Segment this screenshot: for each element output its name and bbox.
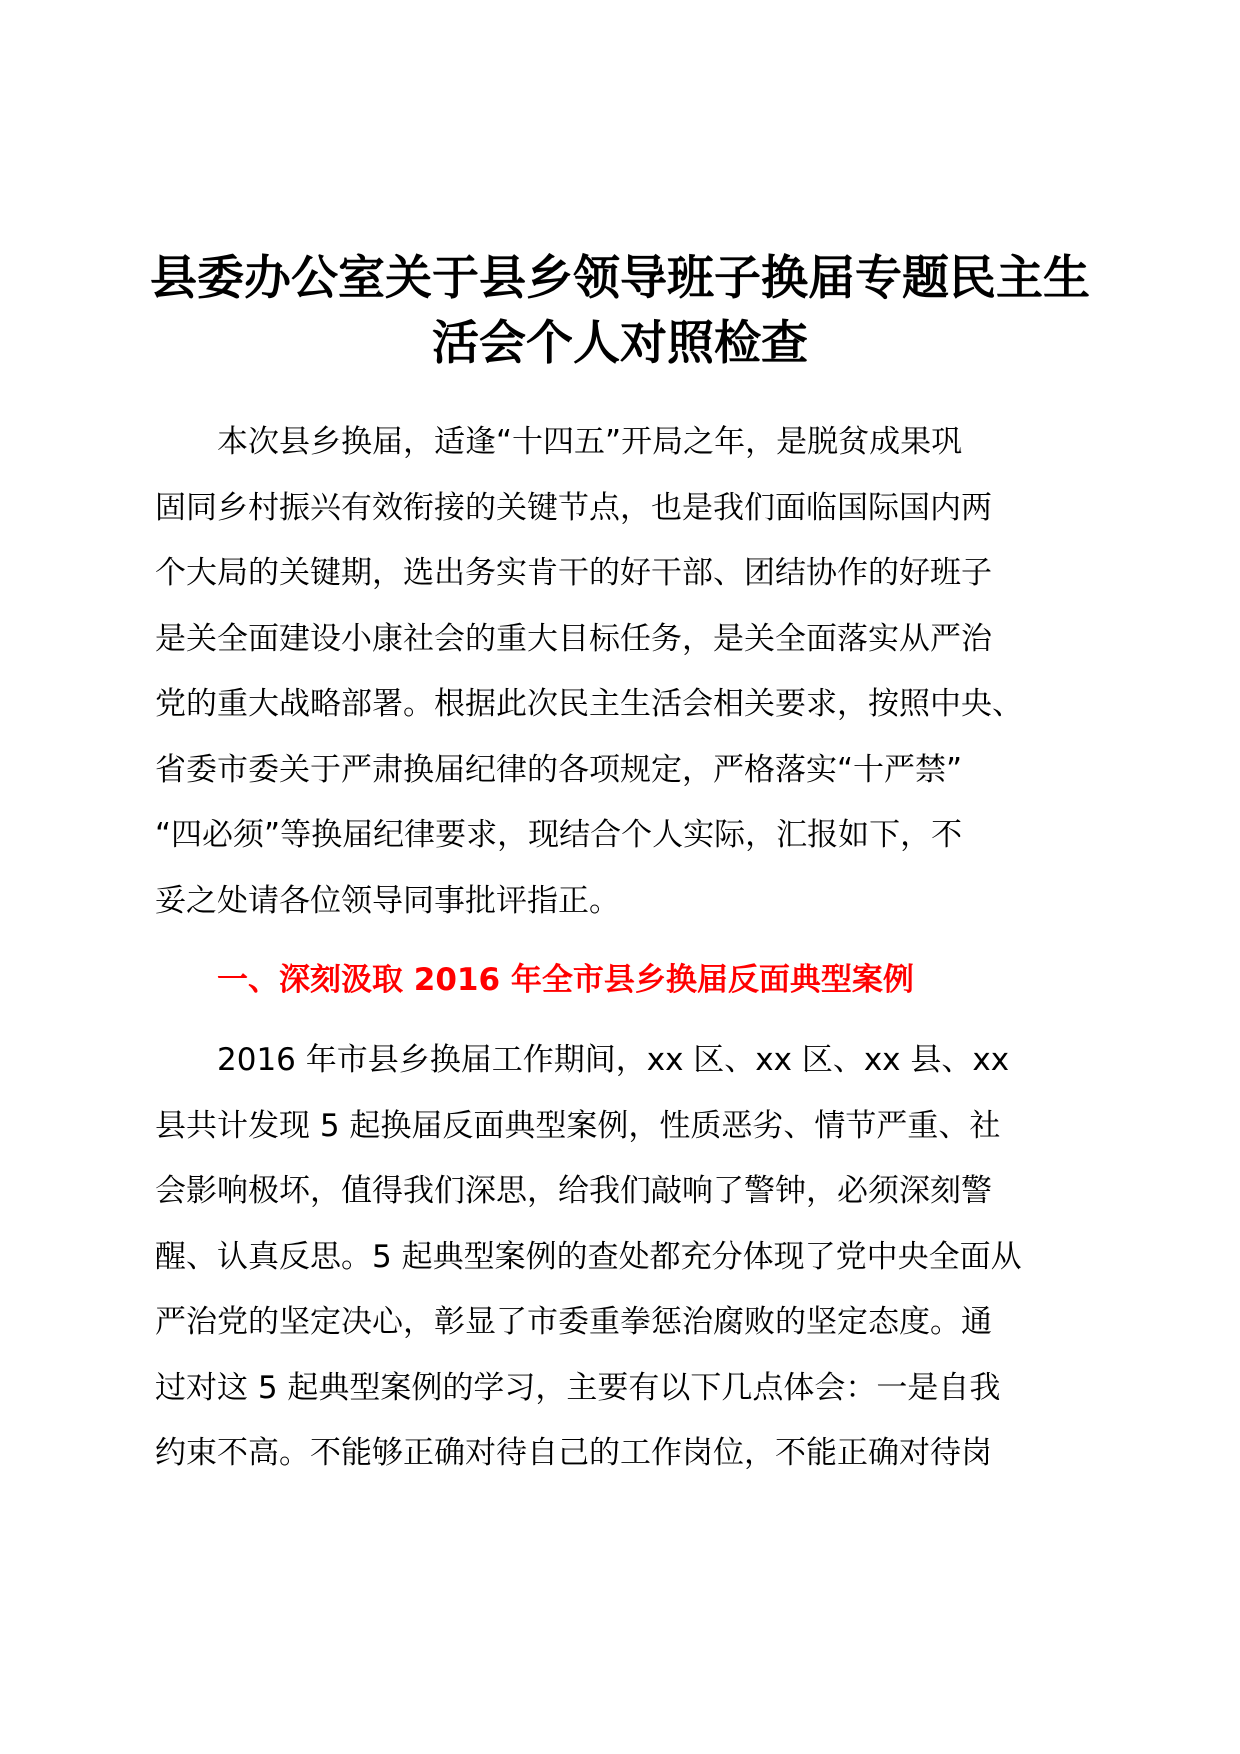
title-line-1: 县委办公室关于县乡领导班子换届专题民主生 (150, 251, 1090, 306)
text-line: 县共计发现 5 起换届反面典型案例，性质恶劣、情节严重、社 (155, 1107, 1001, 1144)
intro-paragraph (155, 410, 1085, 934)
text-line: 本次县乡换届，适逢“十四五”开局之年，是脱贫成果巩 (217, 424, 963, 460)
text-line: 是关全面建设小康社会的重大目标任务，是关全面落实从严治 (155, 620, 992, 657)
text-line: 会影响极坏，值得我们深思，给我们敲响了警钟，必须深刻警 (155, 1173, 992, 1209)
text-line: 省委市委关于严肃换届纪律的各项规定，严格落实“十严禁” (155, 751, 963, 788)
text-line: 过对这 5 起典型案例的学习，主要有以下几点体会：一是自我 (155, 1369, 1001, 1406)
text-line: 党的重大战略部署。根据此次民主生活会相关要求，按照中央、 (155, 686, 1023, 722)
section-heading-1: 一、深刻汲取 2016 年全市县乡换届反面典型案例 (217, 962, 914, 998)
document-title (150, 246, 1090, 376)
text-line: 严治党的坚定决心，彰显了市委重拳惩治腐败的坚定态度。通 (155, 1304, 992, 1340)
text-line: 约束不高。不能够正确对待自己的工作岗位，不能正确对待岗 (155, 1435, 992, 1471)
text-line: 固同乡村振兴有效衔接的关键节点，也是我们面临国际国内两 (155, 489, 992, 526)
text-line: “四必须”等换届纪律要求，现结合个人实际，汇报如下，不 (155, 817, 963, 853)
section-1-paragraph (155, 1028, 1085, 1487)
title-line-2: 活会个人对照检查 (432, 316, 808, 371)
text-line: 2016 年市县乡换届工作期间，xx 区、xx 区、xx 县、xx (217, 1042, 1010, 1078)
text-line: 个大局的关键期，选出务实肯干的好干部、团结协作的好班子 (155, 555, 992, 591)
text-line: 妥之处请各位领导同事批评指正。 (155, 882, 620, 919)
text-line: 醒、认真反思。5 起典型案例的查处都充分体现了党中央全面从 (155, 1238, 1022, 1275)
